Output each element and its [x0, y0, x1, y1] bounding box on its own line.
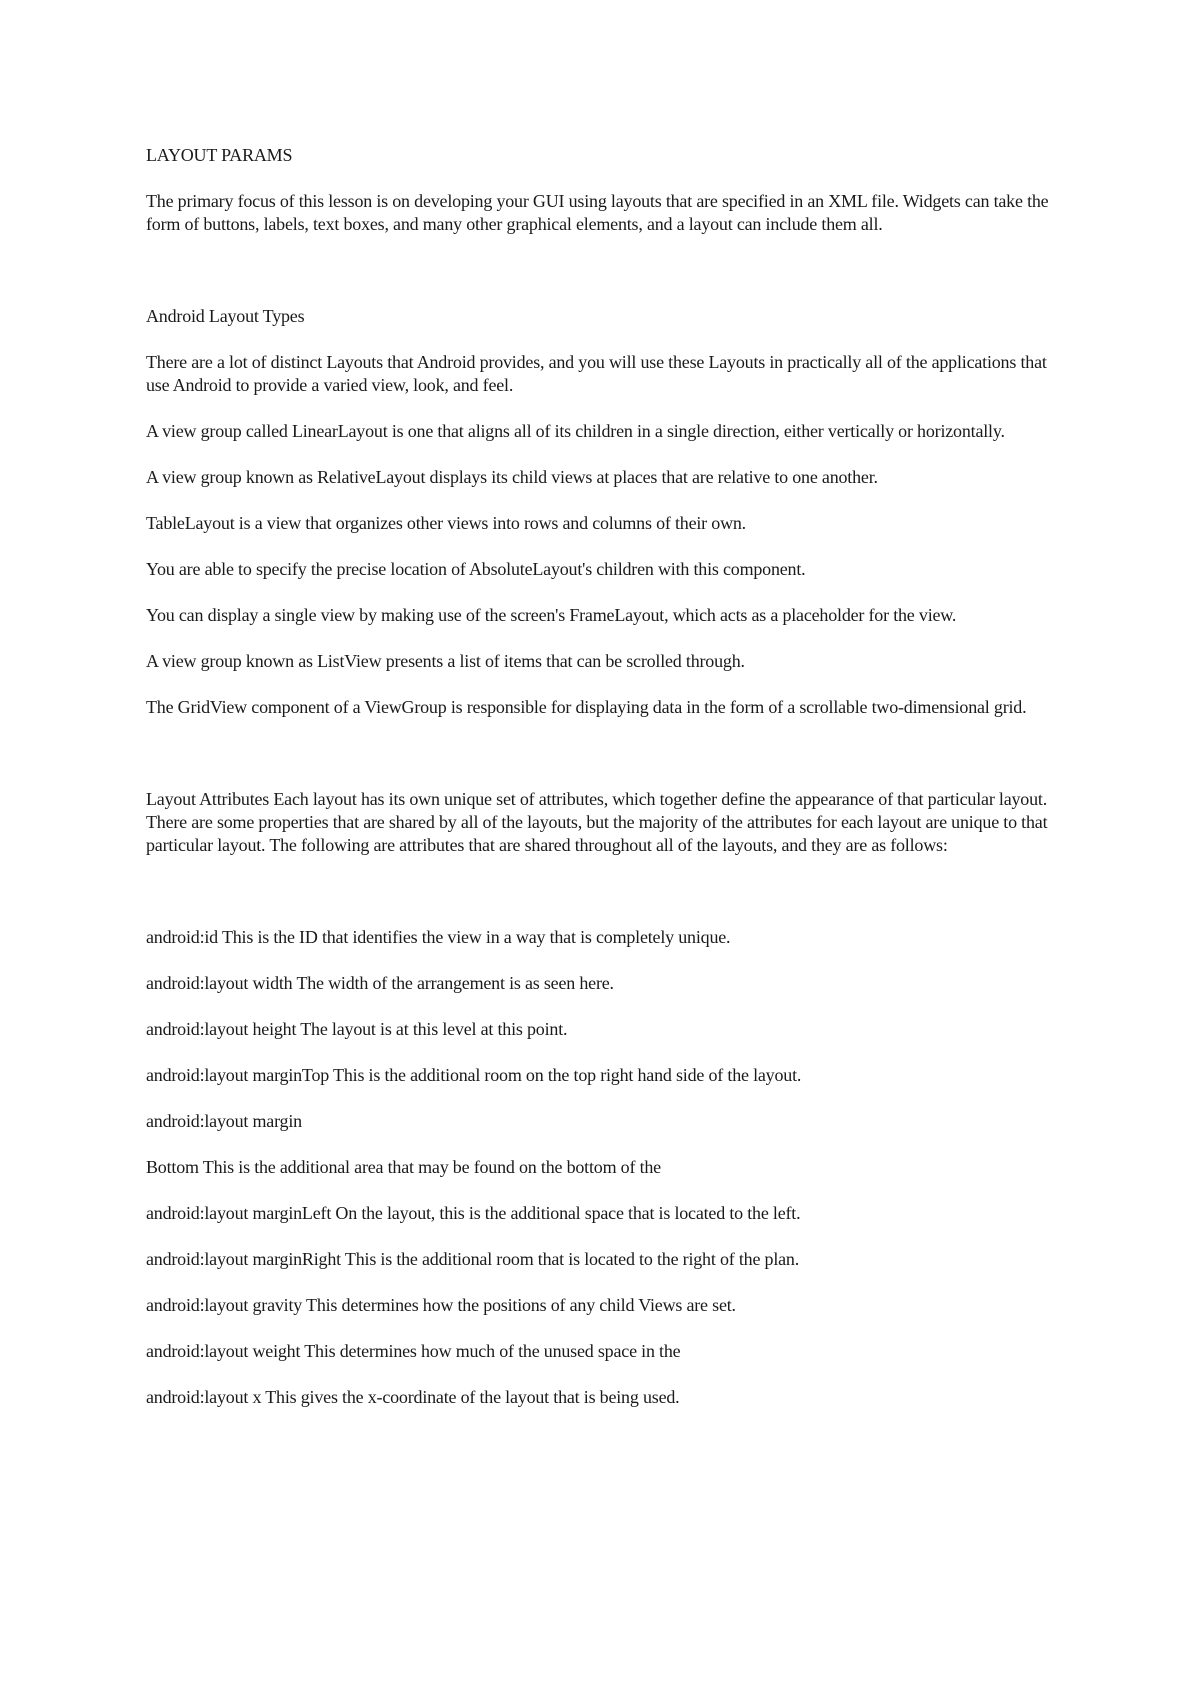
body-paragraph: A view group called LinearLayout is one that aligns all of its children in a single direction, either vertically or horizontally. [146, 421, 1005, 441]
body-paragraph: There are a lot of distinct Layouts that Android provides, and you will use these Layouts in practically all of the applications that use Android to provide a varied view, look, and feel. [146, 352, 1047, 395]
body-paragraph: A view group known as RelativeLayout displays its child views at places that are relative to one another. [146, 467, 878, 487]
intro-paragraph: The primary focus of this lesson is on developing your GUI using layouts that are specified in an XML file. Widgets can take the form of buttons, labels, text boxes, and many other graphical elements, and a layout can include them all. [146, 191, 1049, 234]
attribute-item: android:layout x This gives the x-coordinate of the layout that is being used. [146, 1387, 680, 1407]
attribute-item: android:layout marginLeft On the layout, this is the additional space that is located to the left. [146, 1203, 801, 1223]
attribute-item: android:layout margin [146, 1111, 302, 1131]
document-title: LAYOUT PARAMS [146, 145, 293, 165]
attribute-item: android:id This is the ID that identifies the view in a way that is completely unique. [146, 927, 731, 947]
attribute-item: android:layout marginRight This is the additional room that is located to the right of the plan. [146, 1249, 800, 1269]
attribute-item: android:layout gravity This determines how the positions of any child Views are set. [146, 1295, 736, 1315]
attribute-item: android:layout height The layout is at this level at this point. [146, 1019, 568, 1039]
body-paragraph: You can display a single view by making use of the screen's FrameLayout, which acts as a placeholder for the view. [146, 605, 957, 625]
body-paragraph: You are able to specify the precise location of AbsoluteLayout's children with this component. [146, 559, 806, 579]
attribute-item: Bottom This is the additional area that may be found on the bottom of the [146, 1157, 661, 1177]
attribute-item: android:layout width The width of the arrangement is as seen here. [146, 973, 614, 993]
spacer [146, 880, 1066, 926]
body-paragraph: The GridView component of a ViewGroup is responsible for displaying data in the form of a scrollable two-dimensional grid. [146, 697, 1027, 717]
spacer [146, 259, 1066, 305]
attribute-item: android:layout weight This determines how much of the unused space in the [146, 1341, 681, 1361]
body-paragraph: TableLayout is a view that organizes other views into rows and columns of their own. [146, 513, 746, 533]
document-page [146, 144, 1066, 1432]
layout-attributes-paragraph: Layout Attributes Each layout has its own unique set of attributes, which together define the appearance of that particular layout. There are some properties that are shared by all of the layouts, but the majority of the attributes for each layout are unique to that particular layout. The following are attributes that are shared throughout all of the layouts, and they are as follows: [146, 789, 1048, 855]
spacer [146, 742, 1066, 788]
attribute-item: android:layout marginTop This is the additional room on the top right hand side of the layout. [146, 1065, 802, 1085]
section-heading-layout-types: Android Layout Types [146, 306, 305, 326]
body-paragraph: A view group known as ListView presents a list of items that can be scrolled through. [146, 651, 745, 671]
